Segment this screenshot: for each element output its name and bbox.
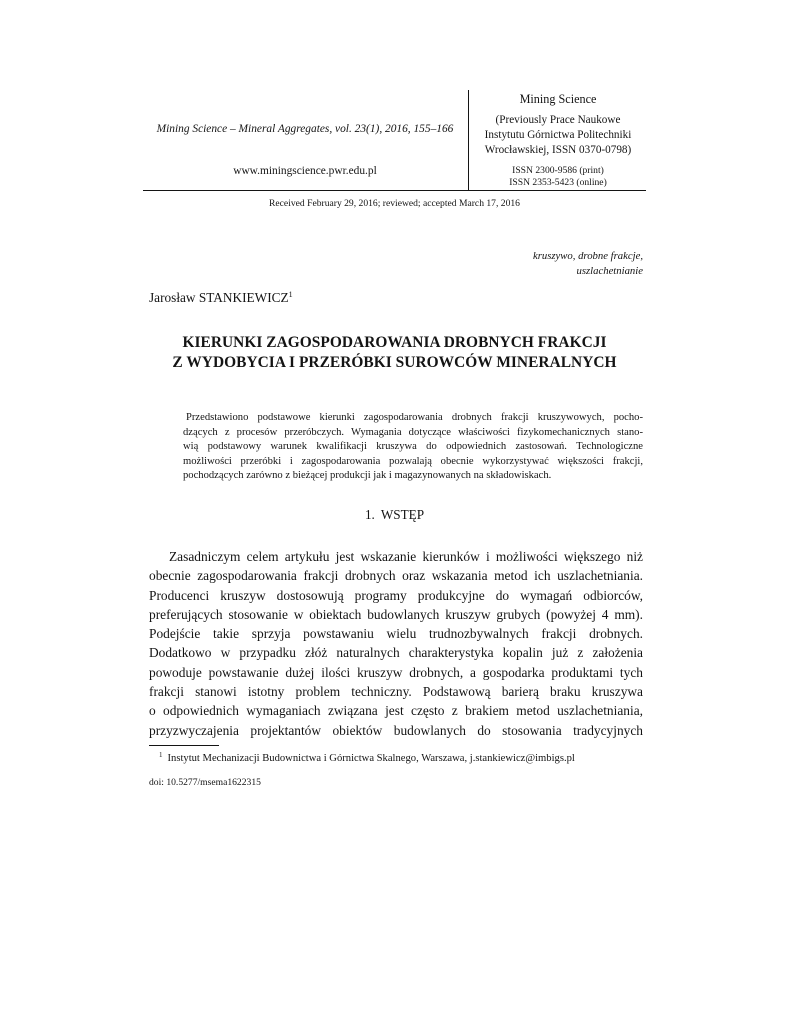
body-line: Zasadniczym celem artykułu jest wskazanie kierunków i możliwości większego niż <box>169 549 643 564</box>
journal-website: www.miningscience.pwr.edu.pl <box>233 165 377 177</box>
body-line: Podejście takie sprzyja powstawaniu wielu trudnozbywalnych frakcji drobnych. <box>149 626 643 642</box>
article-title <box>143 333 646 373</box>
journal-previous-line: Wrocławskiej, ISSN 0370-0798) <box>484 144 632 156</box>
journal-name: Mining Science <box>519 92 597 106</box>
body-line: preferujących stosowanie w obiektach budowlanych kruszyw grubych (powyżej 4 mm). <box>149 606 643 622</box>
title-line: Z WYDOBYCIA I PRZERÓBKI SUROWCÓW MINERALNYCH <box>172 354 617 371</box>
abstract-line: możliwości przeróbki i zagospodarowania pozwalają obecnie wykorzystywać większości frakcji, <box>183 455 643 467</box>
abstract-line: pochodzących zarówno z bieżącej produkcji jak i magazynowanych na składowiskach. <box>183 470 552 482</box>
body-line: frakcji stanowi istotny problem techniczny. Podstawową barierą braku kruszywa <box>149 684 643 700</box>
issn-block <box>470 165 646 189</box>
journal-previous-name <box>470 113 646 158</box>
section-heading <box>143 507 646 523</box>
body-line: Dodatkowo w przypadku złóż naturalnych charakterystyka kopalin już z założenia <box>149 645 643 661</box>
header-horizontal-divider <box>143 190 646 191</box>
body-line: o odpowiednich wymaganiach związana jest często z brakiem metod uszlachetniania, <box>149 703 643 719</box>
doi: doi: 10.5277/msema1622315 <box>149 777 261 788</box>
journal-previous-line: (Previously Prace Naukowe <box>495 114 621 126</box>
author-footnote-mark: 1 <box>288 290 293 299</box>
journal-previous-line: Instytutu Górnictwa Politechniki <box>484 129 632 141</box>
abstract-line: dzących z procesów przeróbczych. Wymagania dotyczące właściwości fizykomechanicznych stano- <box>183 426 643 438</box>
keywords-line: kruszywo, drobne frakcje, <box>532 250 643 262</box>
abstract-line: wią podstawowy warunek kwalifikacji kruszywa do odpowiednich zastosowań. Technologiczne <box>183 441 643 453</box>
keywords-line: uszlachetnianie <box>576 265 643 277</box>
footnote <box>149 753 575 764</box>
body-line: obecnie zagospodarowania frakcji drobnych oraz wskazania metod ich uszlachetniania. <box>149 568 643 584</box>
header-vertical-divider <box>468 90 469 190</box>
issn-online: ISSN 2353-5423 (online) <box>509 177 607 188</box>
title-line: KIERUNKI ZAGOSPODAROWANIA DROBNYCH FRAKCJI <box>182 334 607 351</box>
issn-print: ISSN 2300-9586 (print) <box>512 165 604 176</box>
body-line: powoduje powstawanie dużej ilości kruszyw drobnych, a gospodarka produktami tych <box>149 664 643 680</box>
author-name: Jarosław STANKIEWICZ <box>149 290 289 305</box>
journal-citation: Mining Science – Mineral Aggregates, vol. 23(1), 2016, 155–166 <box>156 123 454 135</box>
body-line: Producenci kruszyw dostosowują programy produkcyjne do wymagań odbiorców, <box>149 587 643 603</box>
abstract-line: Przedstawiono podstawowe kierunki zagospodarowania drobnych frakcji kruszywowych, pocho- <box>186 412 643 423</box>
section-number: 1. <box>364 507 375 522</box>
received-dates: Received February 29, 2016; reviewed; accepted March 17, 2016 <box>269 198 520 209</box>
keywords <box>420 249 643 279</box>
abstract <box>183 411 643 484</box>
section-title: WSTĘP <box>380 507 425 522</box>
footnote-text: Instytut Mechanizacji Budownictwa i Górnictwa Skalnego, Warszawa, j.stankiewicz@imbigs.pl <box>167 753 575 764</box>
body-line: przyzwyczajenia projektantów obiektów budowlanych do stosowania tradycyjnych <box>149 722 643 738</box>
body-paragraph <box>149 547 643 740</box>
footnote-mark: 1 <box>159 751 163 759</box>
footnote-divider <box>149 745 219 746</box>
author <box>149 290 293 306</box>
